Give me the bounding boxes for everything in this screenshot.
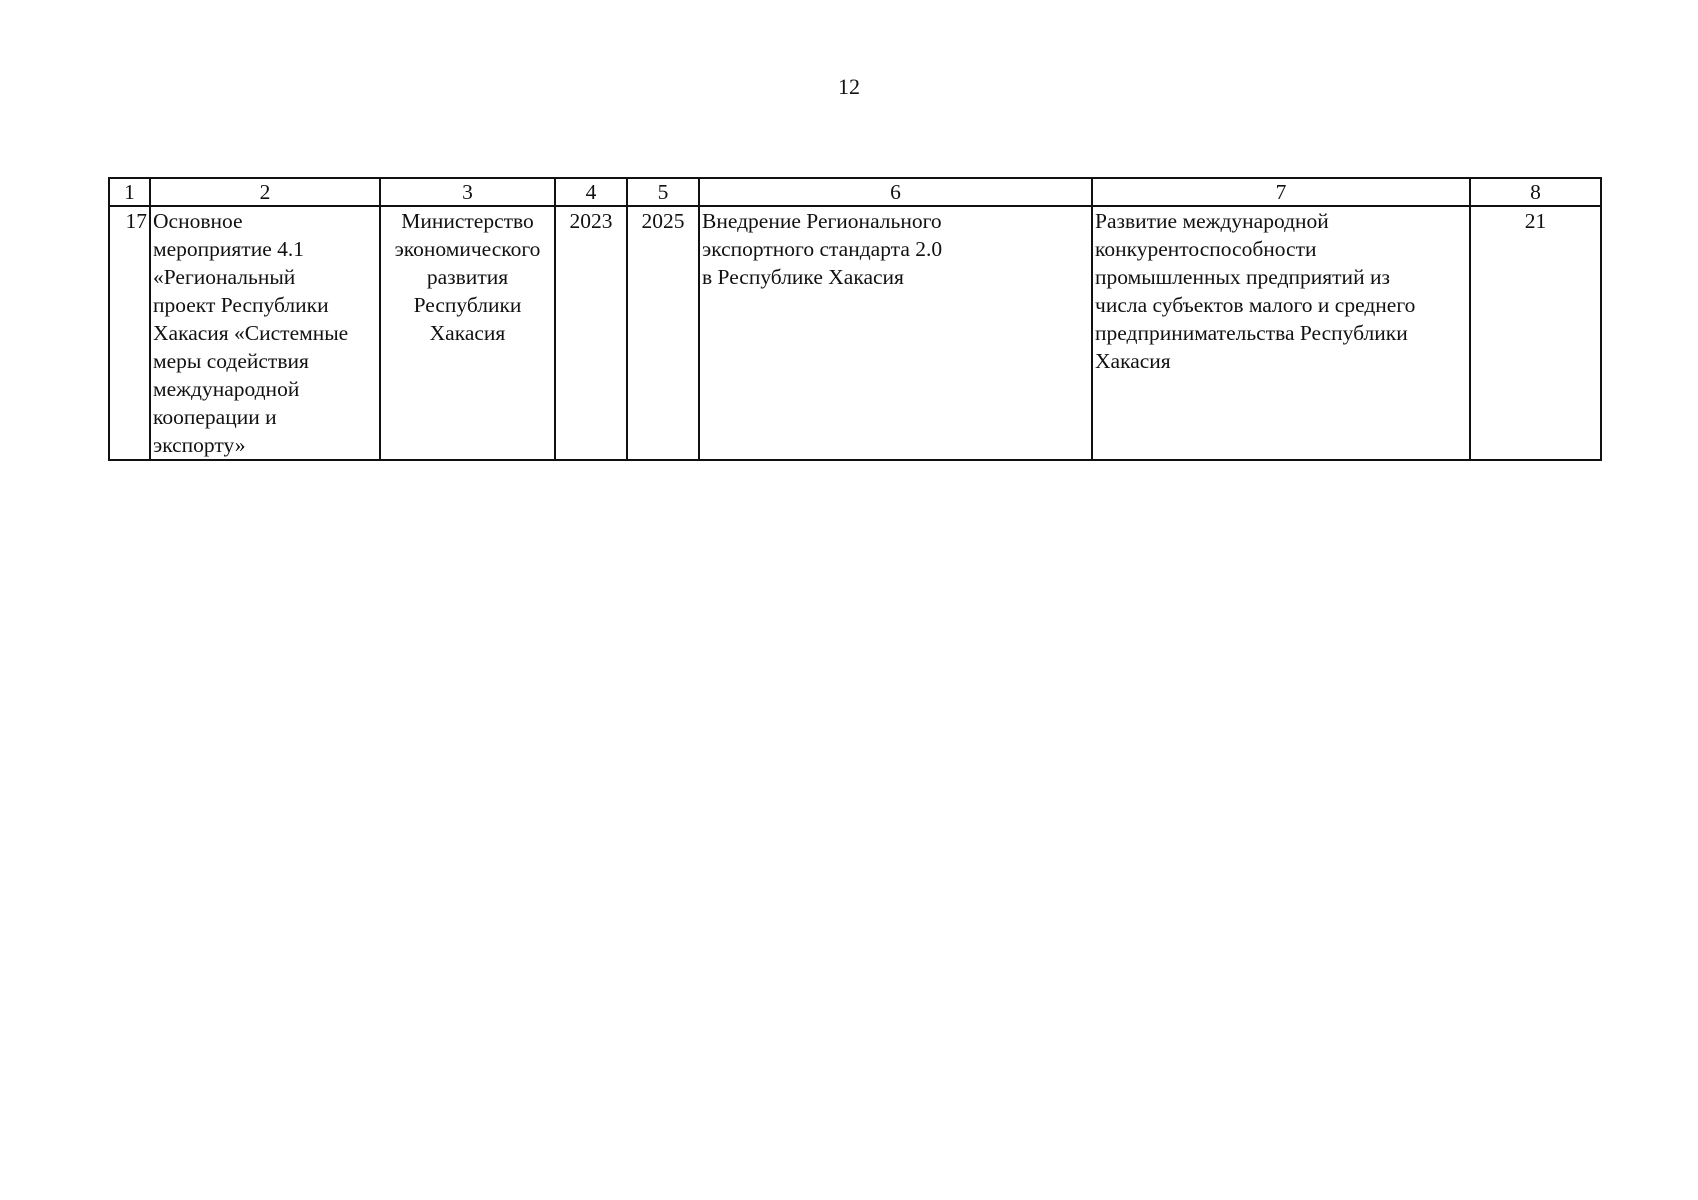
column-header-8: 8 xyxy=(1470,178,1601,206)
indicator-number: 21 xyxy=(1470,206,1601,460)
column-header-1: 1 xyxy=(109,178,150,206)
activity-name: Основное мероприятие 4.1 «Региональный проект Республики Хакасия «Системные меры содействия международной кооперации и экспорту» xyxy=(150,206,380,460)
column-number-row xyxy=(109,178,1601,206)
start-year: 2023 xyxy=(555,206,627,460)
end-year: 2025 xyxy=(627,206,699,460)
executor: Министерство экономического развития Республики Хакасия xyxy=(380,206,555,460)
column-header-5: 5 xyxy=(627,178,699,206)
table-row xyxy=(109,206,1601,460)
expected-result: Внедрение Регионального экспортного стандарта 2.0 в Республике Хакасия xyxy=(699,206,1092,460)
column-header-4: 4 xyxy=(555,178,627,206)
column-header-3: 3 xyxy=(380,178,555,206)
row-number: 17 xyxy=(109,206,150,460)
consequence: Развитие международной конкурентоспособности промышленных предприятий из числа субъектов малого и среднего предпринимательства Республики Хакасия xyxy=(1092,206,1470,460)
activities-table xyxy=(108,177,1602,461)
page-number: 12 xyxy=(838,74,860,99)
column-header-2: 2 xyxy=(150,178,380,206)
column-header-7: 7 xyxy=(1092,178,1470,206)
column-header-6: 6 xyxy=(699,178,1092,206)
